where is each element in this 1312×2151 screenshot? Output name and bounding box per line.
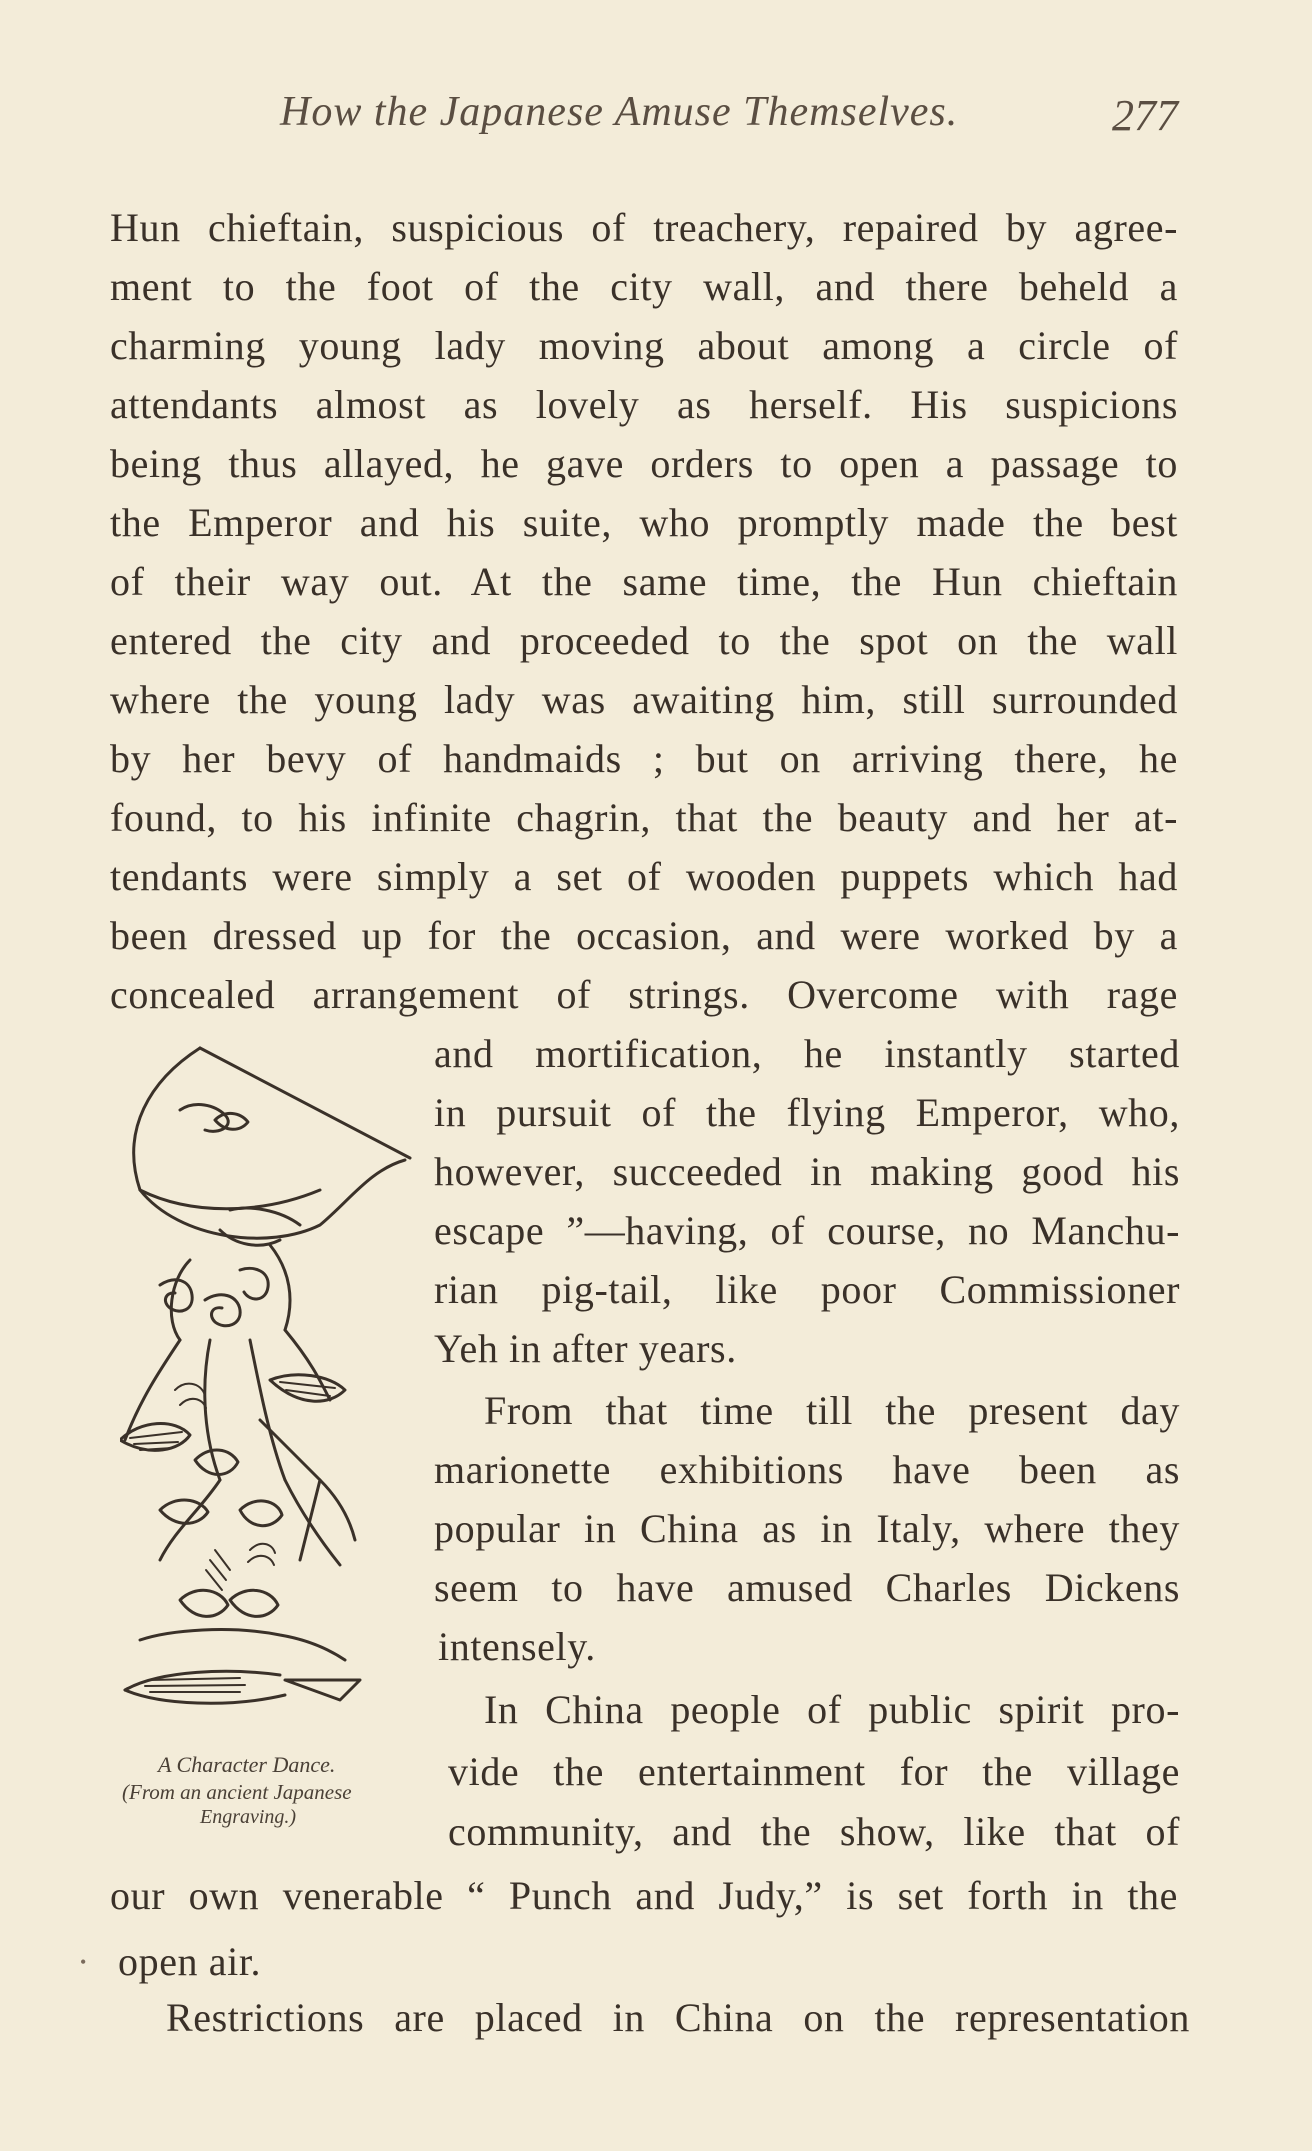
figure-caption-source-continued: Engraving.): [200, 1806, 297, 1828]
text-line: being thus allayed, he gave orders to open a passage to: [110, 441, 1178, 486]
text-line: vide the entertainment for the village: [448, 1749, 1180, 1794]
page-number: 277: [1112, 91, 1178, 140]
character-dance-illustration: [120, 1040, 420, 1740]
text-line: tendants were simply a set of wooden puppets which had: [110, 854, 1178, 899]
text-line: been dressed up for the occasion, and were worked by a: [110, 913, 1178, 958]
text-line: entered the city and proceeded to the spot on the wall: [110, 618, 1178, 663]
margin-mark: •: [80, 1952, 87, 1972]
running-title: How the Japanese Amuse Themselves.: [280, 89, 959, 135]
text-line: however, succeeded in making good his: [434, 1149, 1180, 1194]
text-line: charming young lady moving about among a circle of: [110, 323, 1178, 368]
text-line: escape ”—having, of course, no Manchu-: [434, 1208, 1180, 1253]
text-line: by her bevy of handmaids ; but on arriving there, he: [110, 736, 1178, 781]
text-line: popular in China as in Italy, where they: [434, 1506, 1180, 1551]
figure-caption-title: A Character Dance.: [158, 1752, 336, 1777]
text-line: concealed arrangement of strings. Overcome with rage: [110, 972, 1178, 1017]
text-line: open air.: [118, 1939, 262, 1984]
text-line: From that time till the present day: [484, 1388, 1180, 1433]
text-line: found, to his infinite chagrin, that the beauty and her at-: [110, 795, 1178, 840]
text-line: ment to the foot of the city wall, and there beheld a: [110, 264, 1178, 309]
text-line: community, and the show, like that of: [448, 1809, 1180, 1854]
text-line: in pursuit of the flying Emperor, who,: [434, 1090, 1180, 1135]
text-line: Yeh in after years.: [434, 1326, 737, 1371]
text-line: our own venerable “ Punch and Judy,” is set forth in the: [110, 1873, 1178, 1918]
figure-caption-source: (From an ancient Japanese: [122, 1780, 352, 1804]
text-line: seem to have amused Charles Dickens: [434, 1565, 1180, 1610]
text-line: Hun chieftain, suspicious of treachery, repaired by agree-: [110, 205, 1178, 250]
text-line: rian pig-tail, like poor Commissioner: [434, 1267, 1180, 1312]
text-line: In China people of public spirit pro-: [484, 1687, 1180, 1732]
text-line: of their way out. At the same time, the Hun chieftain: [110, 559, 1178, 604]
text-line: Restrictions are placed in China on the representation: [166, 1995, 1190, 2040]
text-line: where the young lady was awaiting him, still surrounded: [110, 677, 1178, 722]
text-line: the Emperor and his suite, who promptly made the best: [110, 500, 1178, 545]
text-line: marionette exhibitions have been as: [434, 1447, 1180, 1492]
text-line: attendants almost as lovely as herself. His suspicions: [110, 382, 1178, 427]
text-line: intensely.: [438, 1624, 596, 1669]
text-line: and mortification, he instantly started: [434, 1031, 1180, 1076]
